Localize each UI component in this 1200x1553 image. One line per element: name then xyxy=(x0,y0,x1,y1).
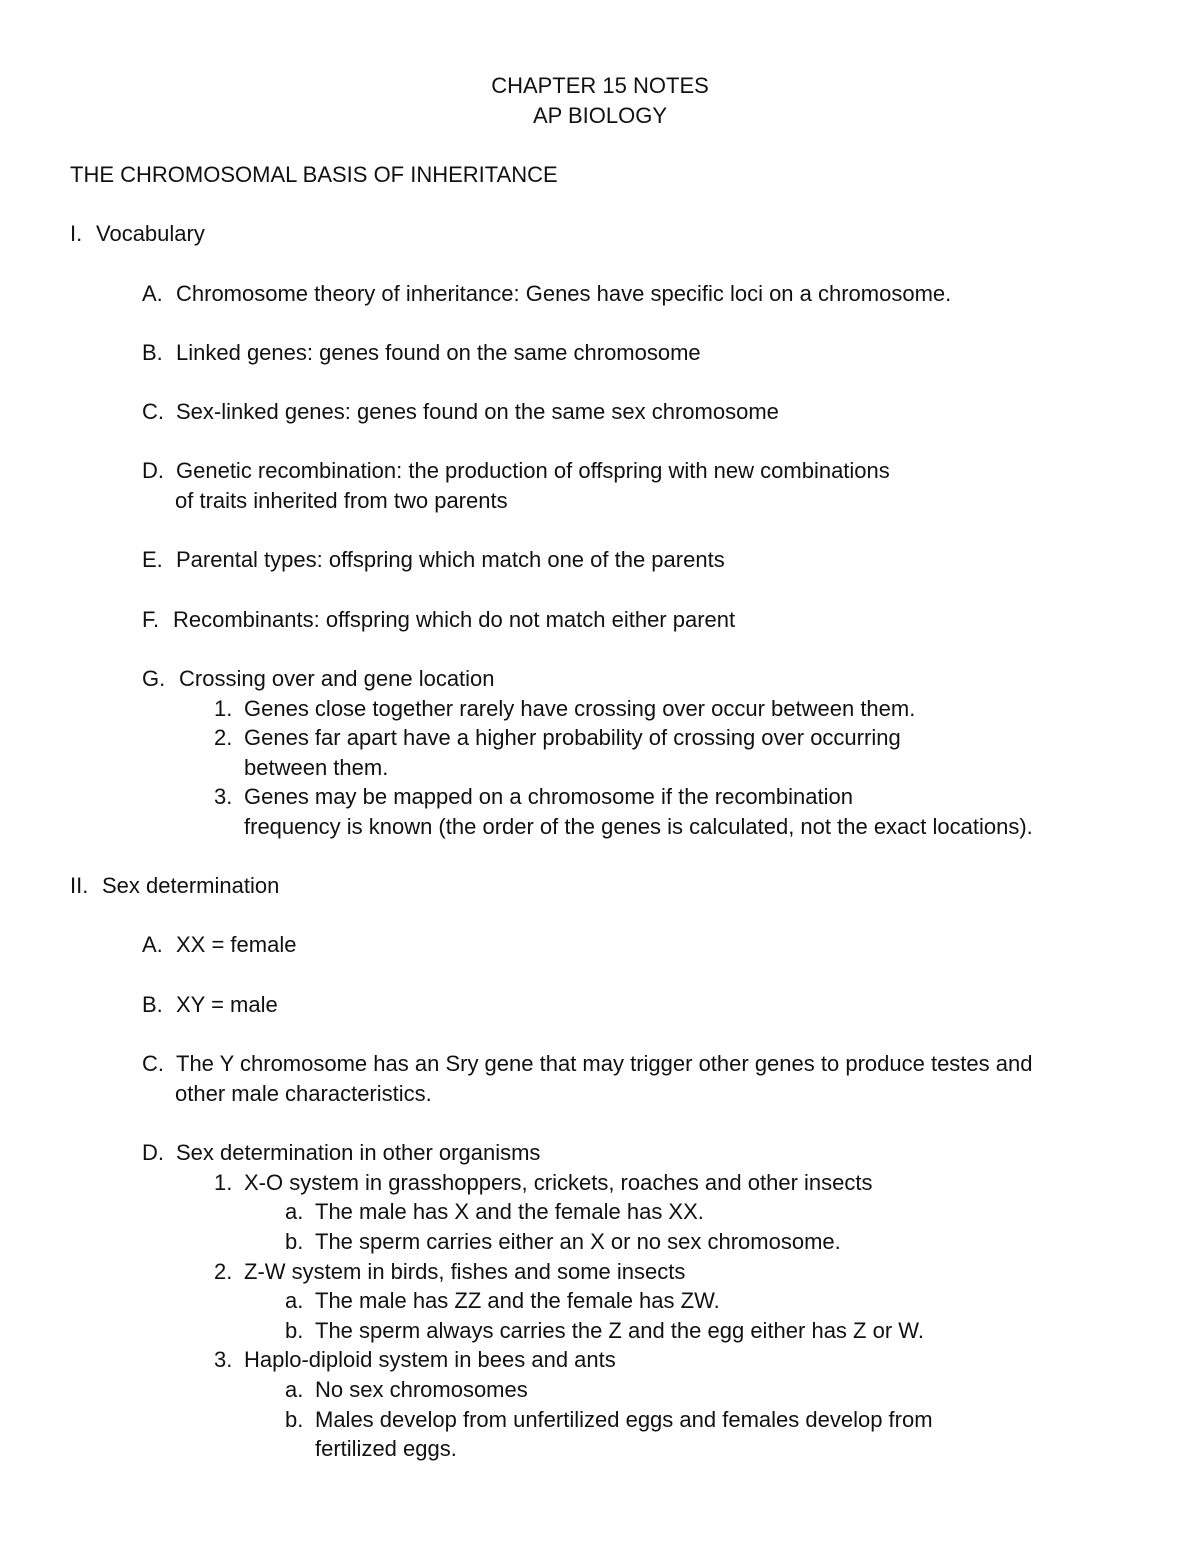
list-text: Sex determination in other organisms xyxy=(176,1140,541,1165)
list-text: Sex-linked genes: genes found on the same sex chromosome xyxy=(176,399,779,424)
section-marker: II. xyxy=(70,873,89,898)
list-marker: b. xyxy=(285,1229,304,1254)
list-text-continuation: other male characteristics. xyxy=(175,1081,432,1106)
topic-heading: THE CHROMOSOMAL BASIS OF INHERITANCE xyxy=(70,162,558,187)
list-marker: E. xyxy=(142,547,163,572)
list-marker: D. xyxy=(142,458,164,483)
list-marker: A. xyxy=(142,281,163,306)
list-marker: 1. xyxy=(214,1170,233,1195)
list-marker: G. xyxy=(142,666,166,691)
list-text: The male has X and the female has XX. xyxy=(315,1199,704,1224)
list-marker: 1. xyxy=(214,696,233,721)
list-text: Parental types: offspring which match one of the parents xyxy=(176,547,725,572)
list-marker: 2. xyxy=(214,1259,233,1284)
list-marker: B. xyxy=(142,992,163,1017)
list-marker: 2. xyxy=(214,725,233,750)
list-marker: D. xyxy=(142,1140,164,1165)
list-marker: C. xyxy=(142,1051,164,1076)
list-marker: B. xyxy=(142,340,163,365)
list-text: XX = female xyxy=(176,932,297,957)
list-text: Haplo-diploid system in bees and ants xyxy=(244,1347,616,1372)
list-text: Genes close together rarely have crossing over occur between them. xyxy=(244,696,916,721)
list-marker: b. xyxy=(285,1407,304,1432)
list-text-continuation: of traits inherited from two parents xyxy=(175,488,508,513)
list-text: Chromosome theory of inheritance: Genes have specific loci on a chromosome. xyxy=(176,281,952,306)
list-text: The Y chromosome has an Sry gene that may trigger other genes to produce testes and xyxy=(176,1051,1033,1076)
list-text: The male has ZZ and the female has ZW. xyxy=(315,1288,720,1313)
list-text: No sex chromosomes xyxy=(315,1377,528,1402)
list-marker: 3. xyxy=(214,1347,233,1372)
list-marker: a. xyxy=(285,1288,304,1313)
list-text: Genetic recombination: the production of offspring with new combinations xyxy=(176,458,890,483)
list-marker: F. xyxy=(142,607,160,632)
list-marker: C. xyxy=(142,399,164,424)
section-marker: I. xyxy=(70,221,83,246)
list-text: Males develop from unfertilized eggs and females develop from xyxy=(315,1407,933,1432)
list-text: Z-W system in birds, fishes and some insects xyxy=(244,1259,686,1284)
chapter-title: CHAPTER 15 NOTES xyxy=(491,73,709,98)
list-text-continuation: fertilized eggs. xyxy=(315,1436,457,1461)
list-text: XY = male xyxy=(176,992,278,1017)
list-text: Linked genes: genes found on the same chromosome xyxy=(176,340,701,365)
list-text-continuation: frequency is known (the order of the genes is calculated, not the exact locations). xyxy=(244,814,1033,839)
list-text-continuation: between them. xyxy=(244,755,389,780)
list-marker: A. xyxy=(142,932,163,957)
list-marker: a. xyxy=(285,1199,304,1224)
list-marker: 3. xyxy=(214,784,233,809)
list-marker: a. xyxy=(285,1377,304,1402)
list-text: Genes far apart have a higher probability of crossing over occurring xyxy=(244,725,901,750)
list-marker: b. xyxy=(285,1318,304,1343)
list-text: Crossing over and gene location xyxy=(179,666,495,691)
list-text: The sperm always carries the Z and the egg either has Z or W. xyxy=(315,1318,924,1343)
list-text: Recombinants: offspring which do not match either parent xyxy=(173,607,736,632)
course-title: AP BIOLOGY xyxy=(532,103,668,128)
list-text: X-O system in grasshoppers, crickets, roaches and other insects xyxy=(244,1170,873,1195)
list-text: Genes may be mapped on a chromosome if the recombination xyxy=(244,784,853,809)
section-title: Vocabulary xyxy=(96,221,205,246)
list-text: The sperm carries either an X or no sex chromosome. xyxy=(315,1229,841,1254)
section-title: Sex determination xyxy=(102,873,280,898)
